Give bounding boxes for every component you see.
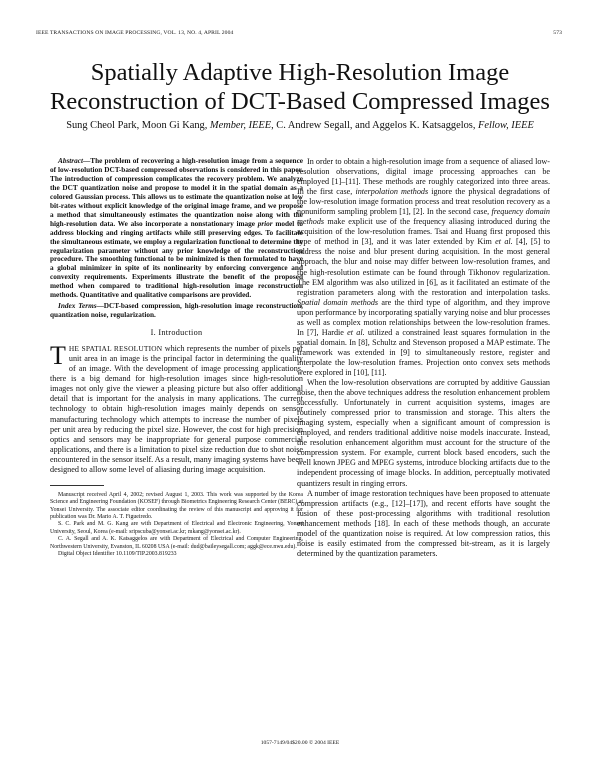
paper-title bbox=[30, 58, 570, 116]
copyright-footer: 1057-7149/04$20.00 © 2004 IEEE bbox=[260, 740, 340, 746]
abstract-text-2: model to address blocking and ringing artifacts while still preserving edges. To facilitate the simultaneous estimate, we employ a regularization functional to determine the regularization parameter without any prior knowledge of the reconstruction procedure. The smoothing functional to be minimized is then formulated to have a global minimizer in spite of its nonlinearity by enforcing convergence and convexity requirements. Experiments illustrate the benefit of the proposed method when compared to traditional high-resolution image reconstruction methods. Quantitative and qualitative comparisons are provided. bbox=[50, 219, 303, 300]
footnote-park-kang: S. C. Park and M. G. Kang are with Department of Electrical and Electronic Engineering, Yonsei University, Seoul, Korea (e-mail: sripscuba@yonsei.ac.kr; mkang@yonsei.ac.kr). bbox=[50, 521, 303, 535]
left-column bbox=[50, 157, 303, 558]
paragraph-compression: When the low-resolution observations are corrupted by additive Gaussian noise, then the above techniques address the resolution enhancement problem successfully. Unfortunately in current acquisition systems, images are routinely compressed prior to transmission and storage. This alters the imaging system, especially when a significant amount of compression is employed, and renders traditional additive noise models inaccurate. Instead, the resolution enhancement algorithm must account for the structure of the compression system. For example, current block based encoders, such the well known JPEG and MPEG systems, introduce blocking artifacts due to the independent processing of image blocks. In addition, perceptually motivated quantizers result in ringing errors. bbox=[297, 378, 550, 488]
p1-text-e: are the third type of algorithm, and they improve upon performance by incorporating spatially varying noise and blur processes as well as complex motion relationships between the low-resolution frames. In [7], Hardie bbox=[297, 297, 550, 337]
abstract-text-1: —The problem of recovering a high-resolution image from a sequence of low-resolution DCT-based compressed observations is considered in this paper. The introduction of compression complicates the recovery problem. We analyze the DCT quantization noise and propose to model it in the spatial domain as a colored Gaussian process. This allows us to estimate the quantization noise at low bit-rates without explicit knowledge of the original image frame, and we propose a method that simultaneously estimates the quantization noise along with the high-resolution data. We also incorporate a nonstationary image bbox=[50, 157, 303, 228]
running-header bbox=[36, 30, 562, 42]
index-terms-label: Index Terms bbox=[58, 302, 97, 311]
right-column bbox=[297, 157, 550, 559]
author-list bbox=[30, 120, 570, 131]
section-heading-introduction: I. Introduction bbox=[150, 328, 203, 338]
index-terms bbox=[50, 302, 303, 320]
p1-text-d: [4], [5] to address the noise and blur present during acquisition. In the most general approach, the blur and noise may differ between low-resolution frames, and the high-resolution estimate can be found through Tikhonov regularization. The EM algorithm was also utilized in [6], as it facilitated an estimate of the registration parameters along with the restoration and interpolation tasks. bbox=[297, 237, 550, 297]
journal-name: IEEE TRANSACTIONS ON IMAGE PROCESSING, VOL. 13, NO. 4, APRIL 2004 bbox=[36, 30, 234, 36]
title-line-2: Reconstruction of DCT-Based Compressed Images bbox=[50, 88, 550, 115]
p1-text-c: make explicit use of the frequency aliasing introduced during the acquisition of the low-resolution frames. Tsai and Huang first proposed this type of method in [3], and it was later extended by Kim bbox=[297, 217, 550, 247]
footnote-divider bbox=[50, 485, 104, 486]
author-2-role: Fellow, IEEE bbox=[478, 120, 534, 131]
footnote-manuscript: Manuscript received April 4, 2002; revised August 1, 2003. This work was supported by the Korea Science and Engineering Foundation (KOSEF) through Biometrics Engineering Research Center (BERC) at Yonsei University. The associate editor coordinating the review of this manuscript and approving it for publication was Dr. Mario A. T. Figueiredo. bbox=[50, 491, 304, 521]
p1-text-a: In order to obtain a high-resolution image from a sequence of aliased low-resolution observations, digital image processing approaches can be employed [1]–[11]. These methods are roughly categorized into three areas. In the first case, bbox=[297, 157, 550, 197]
abstract bbox=[50, 157, 303, 300]
index-terms-text: —DCT-based compression, high-resolution image reconstruction, quantization noise, regularization. bbox=[50, 302, 303, 320]
p1-interpolation-methods: interpolation methods bbox=[355, 187, 429, 197]
introduction-paragraph bbox=[50, 341, 303, 475]
authors-part-1: Sung Cheol Park, Moon Gi Kang, bbox=[66, 120, 210, 131]
p1-frequency-domain-methods: frequency domain methods bbox=[297, 207, 550, 227]
p1-text-f: utilized a constrained least squares formulation in the spatial domain. In [8], Schultz and Stevenson proposed a MAP estimate. The framework was extended in [9] to simultaneously restore, register and interpolate the low-resolution frames. Projection onto convex sets methods were explored in [10], [11]. bbox=[297, 327, 550, 377]
title-line-1: Spatially Adaptive High-Resolution Image bbox=[90, 59, 510, 86]
drop-cap: T bbox=[50, 341, 66, 371]
p1-et-al-2: et al. bbox=[347, 327, 365, 337]
page-number: 573 bbox=[553, 30, 562, 36]
p1-spatial-domain-methods: Spatial domain methods bbox=[297, 297, 379, 307]
author-1-role: Member, IEEE bbox=[209, 120, 272, 131]
p1-text-b: ignore the physical degradations of the low-resolution image formation process and treat resolution recovery as a nonuniform sampling problem [1], [2]. In the second case, bbox=[297, 187, 551, 217]
paragraph-approaches bbox=[297, 157, 550, 378]
p1-et-al-1: et al. bbox=[495, 237, 513, 247]
abstract-prior: prior bbox=[257, 219, 273, 228]
paragraph-restoration: A number of image restoration techniques have been proposed to attenuate compression artifacts (e.g., [12]–[17]), and recent efforts have sought the fusion of these post-processing algorithms with traditional resolution enhancement methods [18]. In each of these methods though, an accurate model of the quantization noise is required. At low compression ratios, this noise is easily estimated from the compressed bit-stream, as it is largely determined by the quantization parameters. bbox=[297, 488, 550, 558]
intro-text: which represents the number of pixels per unit area in an image is the principal factor in determining the quality of an image. With the development of image processing applications, there is a big demand for high-resolution images since high-resolution images not only give the viewer a pleasing picture but also offer additional detail that is important for the analysis in many applications. The current technology to obtain high-resolution images mainly depends on sensor manufacturing technology which attempts to increase the number of pixels per unit area by reducing the pixel size. However, the cost for high precision optics and sensors may be inappropriate for general purpose commercial applications, and there is a limitation to pixel size reduction due to shot noise encountered in the sensor itself. As a result, many imaging systems have been designed to allow some level of aliasing during image acquisition. bbox=[50, 344, 303, 474]
footnote-doi: Digital Object Identifier 10.1109/TIP.2003.819233 bbox=[58, 551, 177, 558]
intro-lead-words: HE SPATIAL RESOLUTION bbox=[68, 344, 163, 354]
abstract-label: Abstract bbox=[58, 157, 83, 165]
authors-part-2: , C. Andrew Segall, and Aggelos K. Katsaggelos, bbox=[271, 120, 479, 131]
footnote-segall-katsaggelos: C. A. Segall and A. K. Katsaggelos are with Department of Electrical and Computer Engineering, Northwestern University, Evanston, IL 60208 USA (e-mail: dud@baileysegall.com; aggk@ece.nwu.edu). bbox=[50, 536, 303, 550]
